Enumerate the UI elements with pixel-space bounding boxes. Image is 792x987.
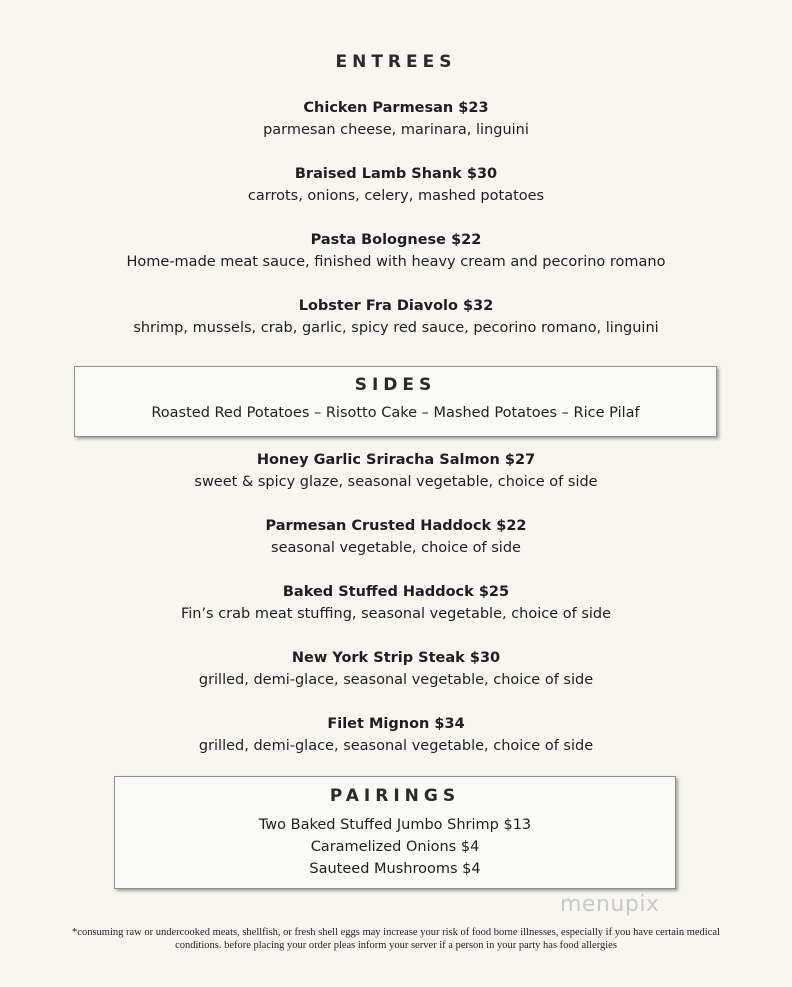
menu-item-filet-mignon (0, 714, 792, 756)
pairings-heading: PAIRINGS (329, 786, 461, 806)
menu-item-new-york-strip-steak (0, 648, 792, 690)
item-description: shrimp, mussels, crab, garlic, spicy red sauce, pecorino romano, linguini (133, 320, 659, 336)
menu-item-baked-stuffed-haddock (0, 582, 792, 624)
pairing-item: Caramelized Onions $4 (310, 839, 480, 855)
allergy-disclaimer (40, 926, 752, 952)
item-name: Pasta Bolognese $22 (310, 232, 482, 248)
item-name: Baked Stuffed Haddock $25 (282, 584, 510, 600)
menu-item-pasta-bolognese (0, 230, 792, 272)
item-description: grilled, demi-glace, seasonal vegetable, choice of side (198, 672, 594, 688)
item-description: grilled, demi-glace, seasonal vegetable, choice of side (198, 738, 594, 754)
item-name: New York Strip Steak $30 (291, 650, 501, 666)
menu-item-braised-lamb-shank (0, 164, 792, 206)
menu-item-chicken-parmesan (0, 98, 792, 140)
entrees-heading: ENTREES (335, 52, 457, 72)
menu-item-honey-garlic-sriracha-salmon (0, 450, 792, 492)
menupix-watermark: menupix (560, 892, 660, 917)
disclaimer-line-2: conditions. before placing your order pleas inform your server if a person in your party has food allergies (175, 940, 617, 951)
item-description: carrots, onions, celery, mashed potatoes (247, 188, 545, 204)
sides-list: Roasted Red Potatoes – Risotto Cake – Mashed Potatoes – Rice Pilaf (151, 405, 640, 421)
item-description: sweet & spicy glaze, seasonal vegetable, choice of side (194, 474, 598, 490)
item-description: parmesan cheese, marinara, linguini (263, 122, 529, 138)
sides-box (74, 366, 717, 437)
item-description: seasonal vegetable, choice of side (271, 540, 521, 556)
item-name: Honey Garlic Sriracha Salmon $27 (256, 452, 536, 468)
menu-item-lobster-fra-diavolo (0, 296, 792, 338)
sides-heading: SIDES (354, 375, 437, 395)
disclaimer-line-1: *consuming raw or undercooked meats, shellfish, or fresh shell eggs may increase your risk of food borne illnesses, especially if you have certain medical (72, 927, 720, 938)
item-description: Home-made meat sauce, finished with heavy cream and pecorino romano (126, 254, 666, 270)
item-name: Braised Lamb Shank $30 (294, 166, 498, 182)
item-description: Fin’s crab meat stuffing, seasonal vegetable, choice of side (180, 606, 612, 622)
menu-item-parmesan-crusted-haddock (0, 516, 792, 558)
pairings-box (114, 776, 676, 889)
item-name: Chicken Parmesan $23 (303, 100, 489, 116)
item-name: Parmesan Crusted Haddock $22 (265, 518, 527, 534)
pairing-item: Two Baked Stuffed Jumbo Shrimp $13 (258, 817, 532, 833)
pairing-item: Sauteed Mushrooms $4 (309, 861, 481, 877)
item-name: Lobster Fra Diavolo $32 (298, 298, 494, 314)
item-name: Filet Mignon $34 (327, 716, 465, 732)
